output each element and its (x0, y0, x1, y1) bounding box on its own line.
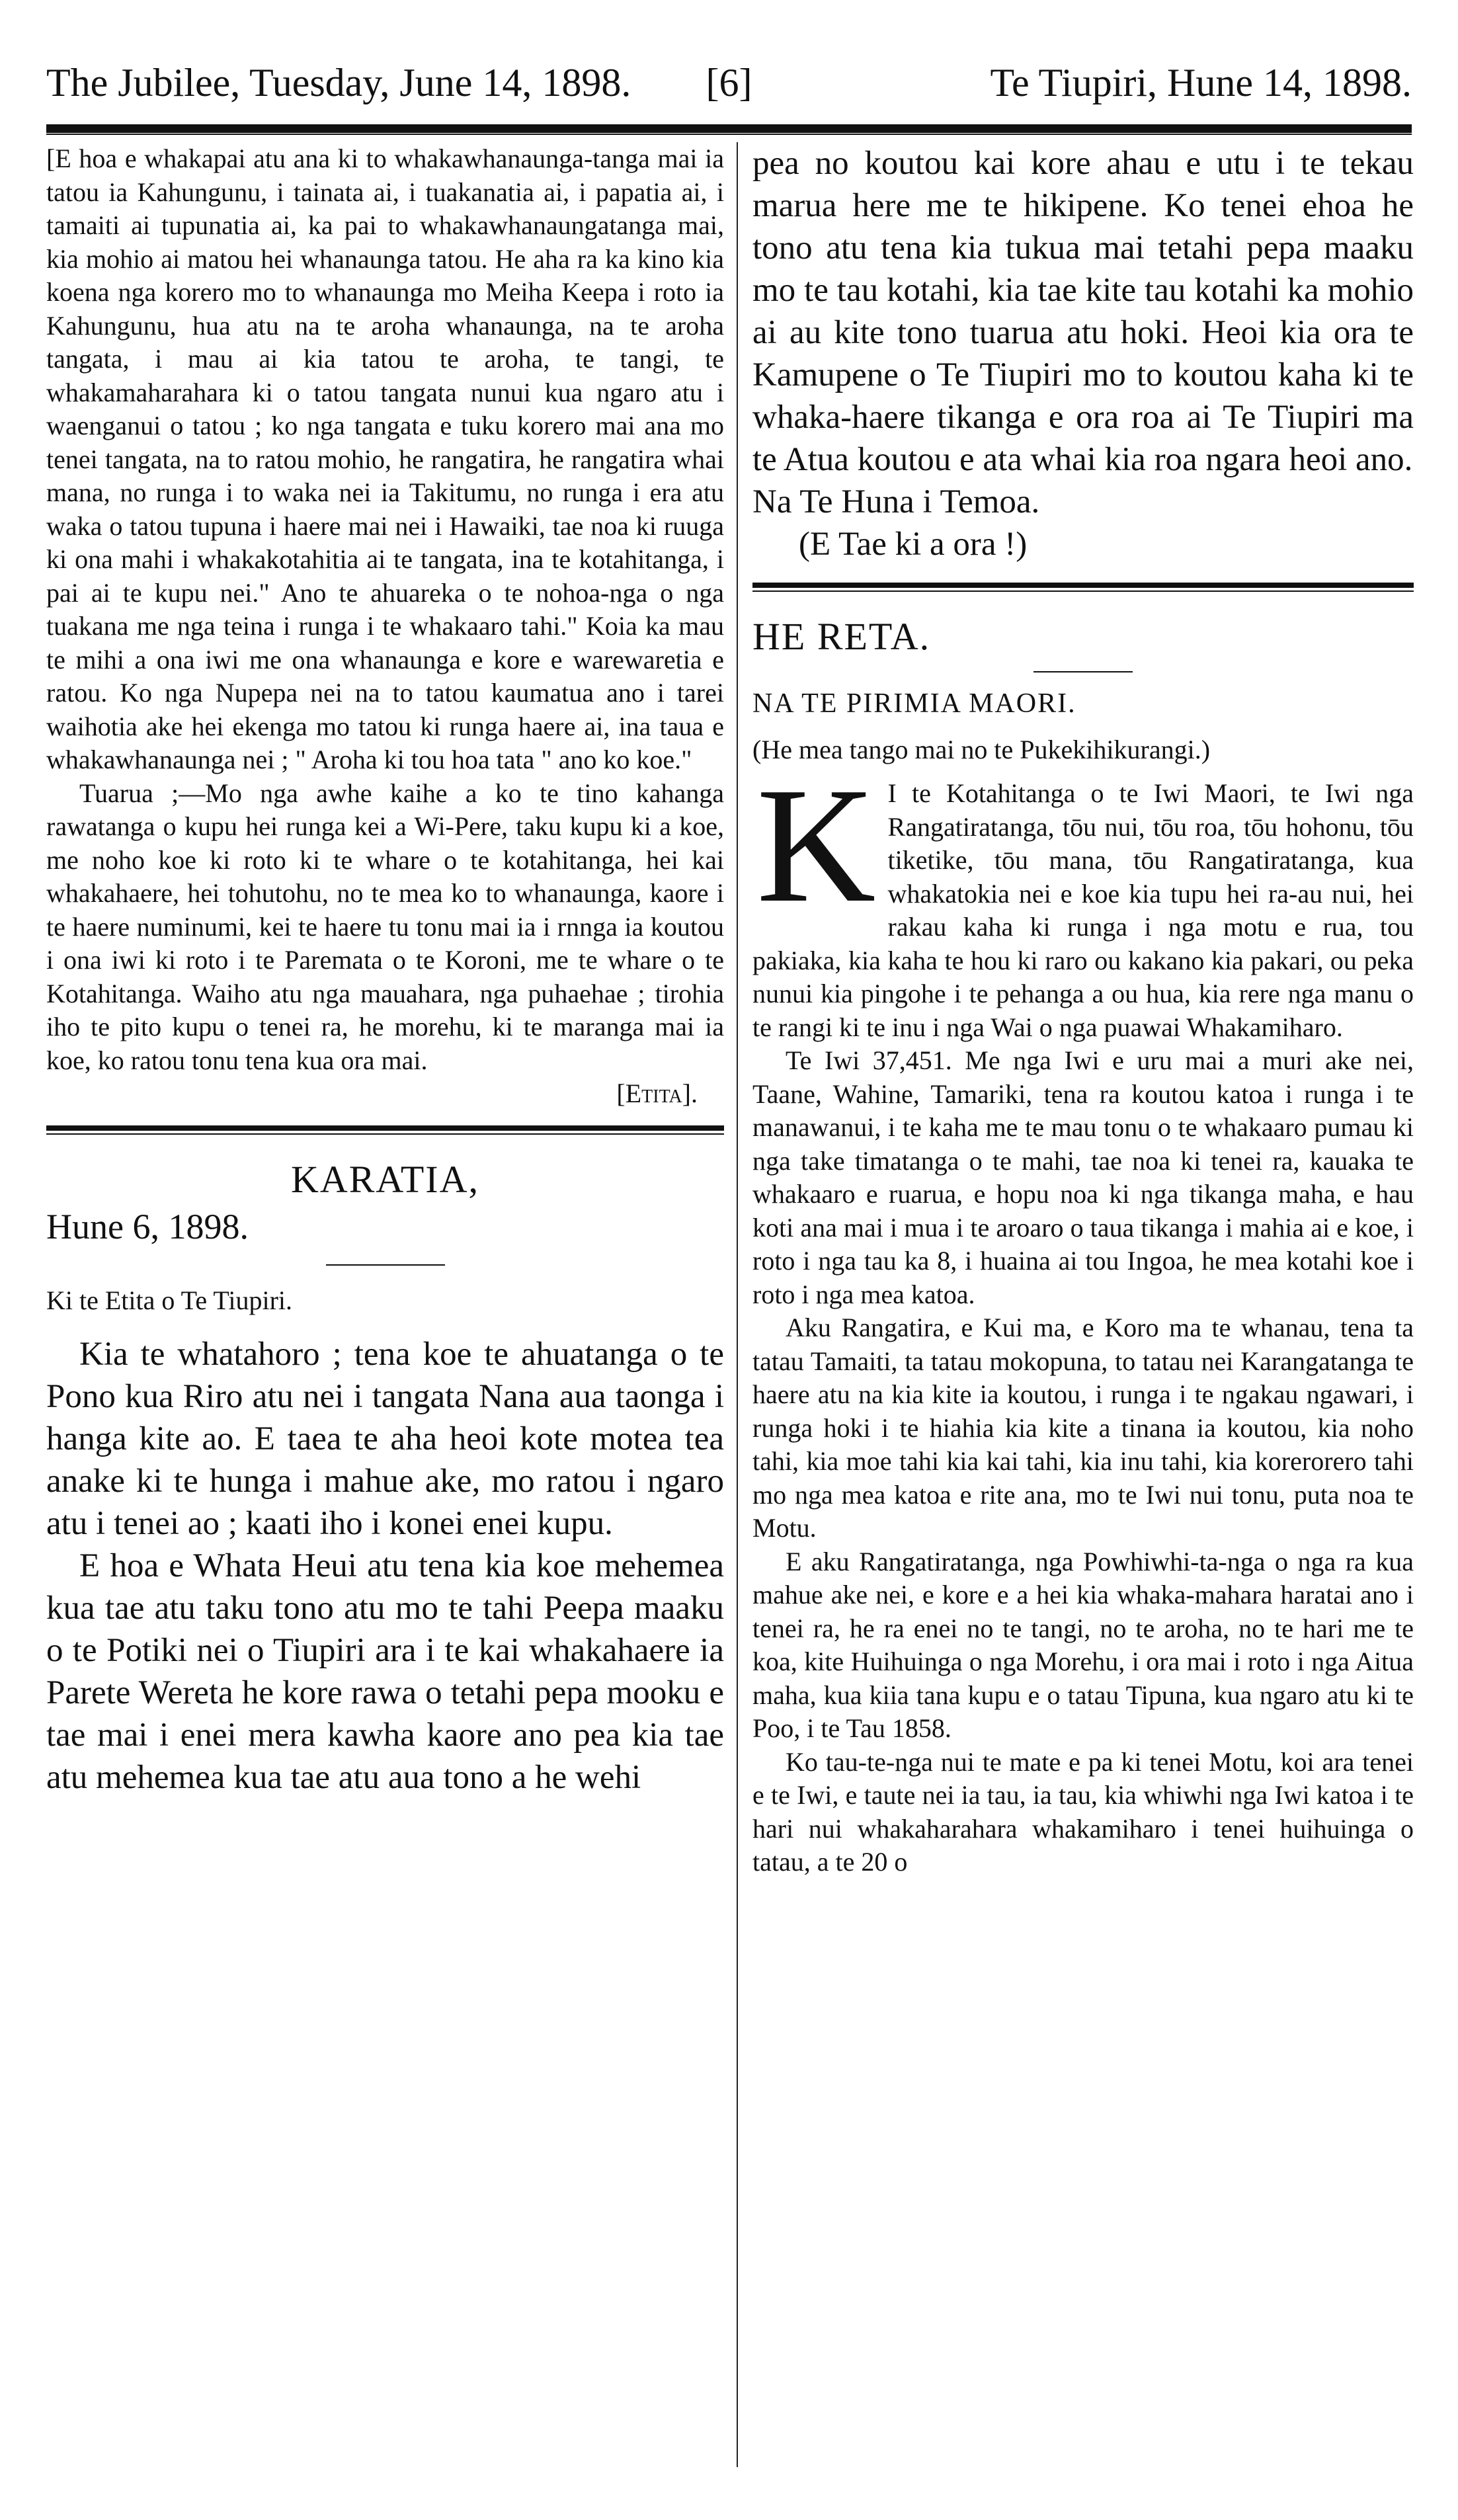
letter-postscript: (E Tae ki a ora !) (799, 526, 1028, 563)
karatia-heading: KARATIA, (290, 1157, 480, 1201)
running-header (46, 53, 1412, 112)
reta-opening (752, 754, 1414, 1044)
continued-paragraph: pea no koutou kai kore ahau e utu i te tekau marua here me te hikipene. Ko tenei ehoa he tono atu tena kia tukua mai tetahi pepa maaku mo te tau kotahi, kia tae kite tau kotahi ka mohio ai au kite tono tuarua atu hoki. Heoi kia ora te Kamupene o Te Tiupiri mo to koutou kaha ki te whaka-haere tikanga e ora roa ai Te Tiupiri ma te Atua koutou e ata whai kia roa ngara heoi ano. (752, 145, 1414, 478)
reta-heading: HE RETA. (752, 615, 931, 658)
karatia-date: Hune 6, 1898. (46, 1206, 249, 1246)
karatia-paragraph-2: E hoa e Whata Heui atu tena kia koe mehemea kua tae atu taku tono atu mo te tahi Peepa maaku o te Potiki nei o Tiupiri ara i te kai whakahaere ia Parete Wereta he kore rawa o tetahi pepa mooku e tae mai i enei mera kawha kaore ano pea kia tae atu mehemea kua tae atu aua tono a he wehi (46, 1547, 724, 1796)
reta-paragraph-3: Aku Rangatira, e Kui ma, e Koro ma te whanau, tena ta tatau Tamaiti, ta tatau mokopuna, to tatau nei Karangatanga te haere atu na kia kite ia koutou, i runga i te ngakau ngawari, i runga hoki i te hiahia kia kite a tinana ia koutou, kia noho tahi, kia moe tahi kia kai tahi, kia inu tahi, kia korerorero tahi mo nga mea katoa e rite ana, mo te Iwi nui tonu, puta noa te Motu. (752, 1313, 1414, 1543)
left-column (46, 142, 724, 2480)
letter-paragraph-1: [E hoa e whakapai atu ana ki to whakawhanaunga-tanga mai ia tatou ia Kahungunu, i tainata ai, i tuakanatia ai, i papatia ai, i tamaiti ai tupunatia ai, ka pai to whakawhanaungatanga mai, kia mohio ai matou hei whanaunga tatou. He aha ra ka kino kia koena nga korero mo to whanaunga mo Meiha Keepa i roto ia Kahungunu, hua atu na te aroha whanaunga, na te aroha tangata, i mau ai kia tatou te aroha, te tangi, te whakamaharahara ki o tatou tangata nunui kua ngaro atu i waenganui o tatou ; ko nga tangata e tuku korero mai ana mo tenei tangata, na to ratou mohio, he rangatira, he rangatira whai mana, no runga i to waka nei ia Takitumu, no runga i era atu waka o tatou tupuna i haere mai nei i Hawaiki, tae noa ki ruuga ki ona mahi i whakakotahitia ai te tangata, ina te kotahitanga, i pai ai te kupu nei." Ano te ahuareka o te nohoa-nga o nga tuakana me nga teina i runga i te whakaaro tahi." Koia ka mau te mihi a ona iwi me ona whanaunga e kore e warewaretia e ratou. Ko nga Nupepa nei na to tatou kaumatua ano i tarei waihotia ake hei ekenga mo tatou ki runga haere ai, ina taua e whakawhanaunga nei ; " Aroha ki tou hoa tata " ano ko koe." (46, 143, 724, 774)
reta-paragraph-1: I te Kotahitanga o te Iwi Maori, te Iwi nga Rangatiratanga, tōu nui, tōu roa, tōu hohonu, tōu tiketike, tōu mana, tōu Rangatiratanga, kua whakatokia nei e koe kia tupu hei ra-au nui, hei rakau kaha ki runga i nga motu e rua, tou pakiaka, kia kaha te hou ki raro ou kakano kia pakari, ou peka nunui kia pingohe i te pehanga a ou hua, kia rere nga manu o te rangi ki te inu i nga Wai o nga puawai Whakamiharo. (752, 778, 1414, 1042)
karatia-paragraph-1: Kia te whatahoro ; tena koe te ahuatanga o te Pono kua Riro atu nei i tangata Nana aua taonga i hanga kite ao. E taea te aha heoi kote motea tea anake ki te hunga i mahue ake, mo ratou i ngaro atu i tenei ao ; kaati iho i konei enei kupu. (46, 1335, 724, 1542)
right-column (752, 142, 1414, 2480)
karatia-salutation: Ki te Etita o Te Tiupiri. (46, 1285, 293, 1315)
page-number: [6] (706, 61, 752, 104)
reta-paragraph-5: Ko tau-te-nga nui te mate e pa ki tenei Motu, koi ara tenei e te Iwi, e taute nei ia tau, ia tau, kia whiwhi nga Iwi katoa i te hari nui whakaharahara whakamiharo i tenei huihuinga o tatau, a te 20 o (752, 1746, 1414, 1877)
section-rule-2 (752, 583, 1414, 597)
header-right: Te Tiupiri, Hune 14, 1898. (990, 61, 1412, 104)
header-rule (46, 124, 1412, 133)
reta-paragraph-4: E aku Rangatiratanga, nga Powhiwhi-ta-nga o nga ra kua mahue ake nei, e kore e a hei kia whaka-mahara haratai ano i tenei ra, he ra enei no te tangi, no te aroha, no te hari me te koa, kite Huihuinga o nga Morehu, i ora mai i roto i nga Aitua maha, kua kiia tana kupu e o tatau Tipuna, kua ngaro atu ki te Poo, i te Tau 1858. (752, 1546, 1414, 1743)
header-left: The Jubilee, Tuesday, June 14, 1898. (46, 61, 631, 104)
short-rule (326, 1264, 445, 1266)
reta-source: (He mea tango mai no te Pukekihikurangi.) (752, 735, 1211, 764)
reta-subheading: NA TE PIRIMIA MAORI. (752, 688, 1076, 719)
editor-signature: [Etita]. (616, 1078, 698, 1108)
letter-paragraph-2: Tuarua ;—Mo nga awhe kaihe a ko te tino kahanga rawatanga o kupu hei runga kei a Wi-Pere, taku kupu ki a koe, me noho koe ki roto ki te whare o te kotahitanga, hei kai whakahaere, hei tohutohu, no te mea ko to whanaunga, kaore i te haere numinumi, kei te haere tu tonu mai ia i rnnga ia koutou i ona iwi ki roto i te Paremata o te Koroni, me te whare o te Kotahitanga. Waiho atu nga mauahara, nga puhaehae ; tirohia iho te pito kupu o tenei ra, he morehu, ki te maranga mai ia koe, ko ratou tonu tena kua ora mai. (46, 778, 724, 1075)
reta-paragraph-2: Te Iwi 37,451. Me nga Iwi e uru mai a muri ake nei, Taane, Wahine, Tamariki, tena ra koutou katoa i runga i te manawanui, i te kaha me te mau tonu o te whakaaro pumau ki nga take timatanga o te mahi, tae noa ki tenei ra, kauaka te whakaaro e ruarua, e hopu noa ki nga tikanga maha, e hau koti ana mai i mua i te aroaro o taua tikanga i mahia ai e koe, i roto i nga tau ka 8, i huaina ai tou Ingoa, he mea kotahi koe i roto i nga mea katoa. (752, 1045, 1414, 1309)
section-rule (46, 1125, 724, 1140)
letter-signature: Na Te Huna i Temoa. (752, 483, 1040, 520)
drop-cap: K (756, 754, 876, 937)
short-rule-2 (1033, 671, 1133, 672)
column-divider (737, 142, 738, 2467)
